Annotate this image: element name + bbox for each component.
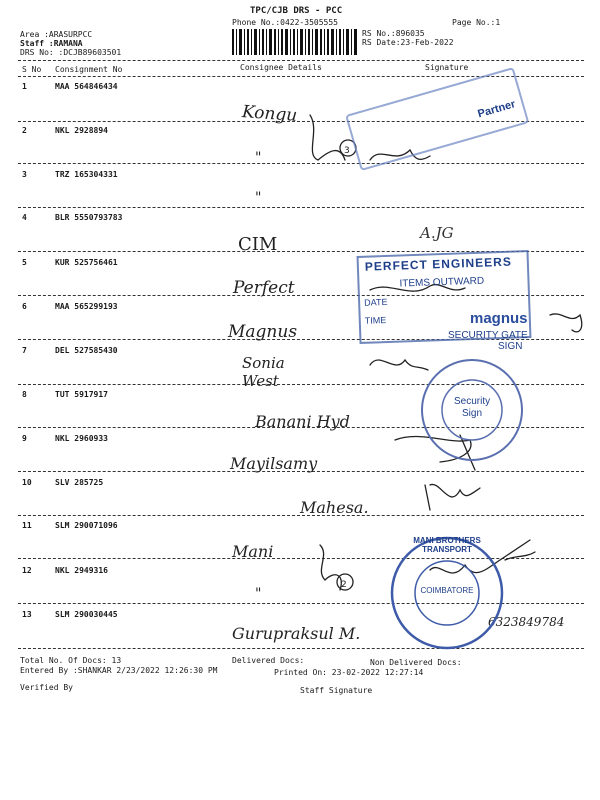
magnus-logo: magnus bbox=[470, 310, 528, 327]
handwritten-phone: 6323849784 bbox=[488, 615, 565, 629]
handwritten-cim: CIM bbox=[238, 234, 278, 255]
handwritten-mahesh: Mahesa. bbox=[300, 498, 369, 517]
security-sign-stamp: Security Sign bbox=[418, 356, 526, 464]
row-sno: 10 bbox=[22, 478, 32, 487]
row-consignment: NKL 2960933 bbox=[55, 434, 108, 443]
row-consignment: SLV 285725 bbox=[55, 478, 104, 487]
delivered-docs: Delivered Docs: bbox=[232, 656, 305, 665]
document-title: TPC/CJB DRS - PCC bbox=[250, 6, 343, 16]
non-delivered-docs: Non Delivered Docs: bbox=[370, 658, 462, 667]
partner-stamp: Partner bbox=[345, 67, 530, 173]
row-sno: 11 bbox=[22, 521, 32, 530]
row-consignment: NKL 2949316 bbox=[55, 566, 108, 575]
handwritten-banani: Banani Hyd bbox=[255, 412, 350, 431]
entered-by: Entered By :SHANKAR 2/23/2022 12:26:30 PM bbox=[20, 666, 218, 675]
handwritten-sonia-west: Sonia West bbox=[242, 354, 285, 390]
staff-label: Staff :RAMANA bbox=[20, 39, 83, 48]
row-sno: 1 bbox=[22, 82, 27, 91]
column-signature: Signature bbox=[425, 63, 469, 72]
handwritten-mani: Mani bbox=[232, 542, 274, 561]
handwritten-ditto: " bbox=[255, 586, 262, 602]
handwritten-gurupraksul: Gurupraksul M. bbox=[232, 624, 361, 643]
row-sno: 4 bbox=[22, 213, 27, 222]
rs-number: RS No.:896035 bbox=[362, 29, 425, 38]
row-consignment: SLM 290030445 bbox=[55, 610, 118, 619]
printed-on: Printed On: 23-02-2022 12:27:14 bbox=[274, 668, 424, 677]
row-consignment: TUT 5917917 bbox=[55, 390, 108, 399]
rs-date: RS Date:23-Feb-2022 bbox=[362, 38, 454, 47]
row-consignment: DEL 527585430 bbox=[55, 346, 118, 355]
header-divider-top bbox=[18, 60, 584, 61]
row-consignment: MAA 564846434 bbox=[55, 82, 118, 91]
row-sno: 3 bbox=[22, 170, 27, 179]
security-gate-stamp: SECURITY GATE SIGN bbox=[448, 330, 528, 352]
handwritten-ditto: " bbox=[255, 190, 262, 206]
transport-stamp: MANI BROTHERS TRANSPORT COIMBATORE bbox=[388, 534, 506, 652]
row-sno: 6 bbox=[22, 302, 27, 311]
column-consignment: Consignment No bbox=[55, 65, 123, 74]
row-sno: 13 bbox=[22, 610, 32, 619]
area-label: Area :ARASURPCC bbox=[20, 30, 93, 39]
svg-text:3: 3 bbox=[344, 146, 350, 156]
handwritten-magnus: Magnus bbox=[228, 322, 298, 342]
handwritten-initials: A.JG bbox=[420, 224, 454, 242]
row-consignment: NKL 2928894 bbox=[55, 126, 108, 135]
verified-by: Verified By bbox=[20, 683, 73, 692]
handwritten-perfect: Perfect bbox=[233, 278, 295, 298]
handwritten-mayilsamy: Mayilsamy bbox=[230, 454, 318, 473]
page-number: Page No.:1 bbox=[452, 18, 501, 27]
handwritten-ditto: " bbox=[255, 150, 262, 166]
row-sno: 12 bbox=[22, 566, 32, 575]
row-sno: 8 bbox=[22, 390, 27, 399]
row-consignment: KUR 525756461 bbox=[55, 258, 118, 267]
row-sno: 2 bbox=[22, 126, 27, 135]
row-consignment: BLR 5550793783 bbox=[55, 213, 123, 222]
column-sno: S No bbox=[22, 65, 42, 74]
row-consignment: MAA 565299193 bbox=[55, 302, 118, 311]
perfect-engineers-stamp: PERFECT ENGINEERS ITEMS OUTWARD DATE TIME bbox=[357, 250, 532, 344]
row-sno: 9 bbox=[22, 434, 27, 443]
handwritten-kongu: Kongu bbox=[241, 102, 298, 126]
row-sno: 5 bbox=[22, 258, 27, 267]
column-consignee: Consignee Details bbox=[240, 63, 322, 72]
svg-text:2: 2 bbox=[341, 580, 347, 590]
drs-number: DRS No: :DCJB89603501 bbox=[20, 48, 122, 57]
row-consignment: SLM 290071096 bbox=[55, 521, 118, 530]
row-consignment: TRZ 165304331 bbox=[55, 170, 118, 179]
staff-signature: Staff Signature bbox=[300, 686, 373, 695]
phone-number: Phone No.:0422-3505555 bbox=[232, 18, 338, 27]
total-docs: Total No. Of Docs: 13 bbox=[20, 656, 122, 665]
barcode bbox=[232, 29, 357, 55]
row-sno: 7 bbox=[22, 346, 27, 355]
